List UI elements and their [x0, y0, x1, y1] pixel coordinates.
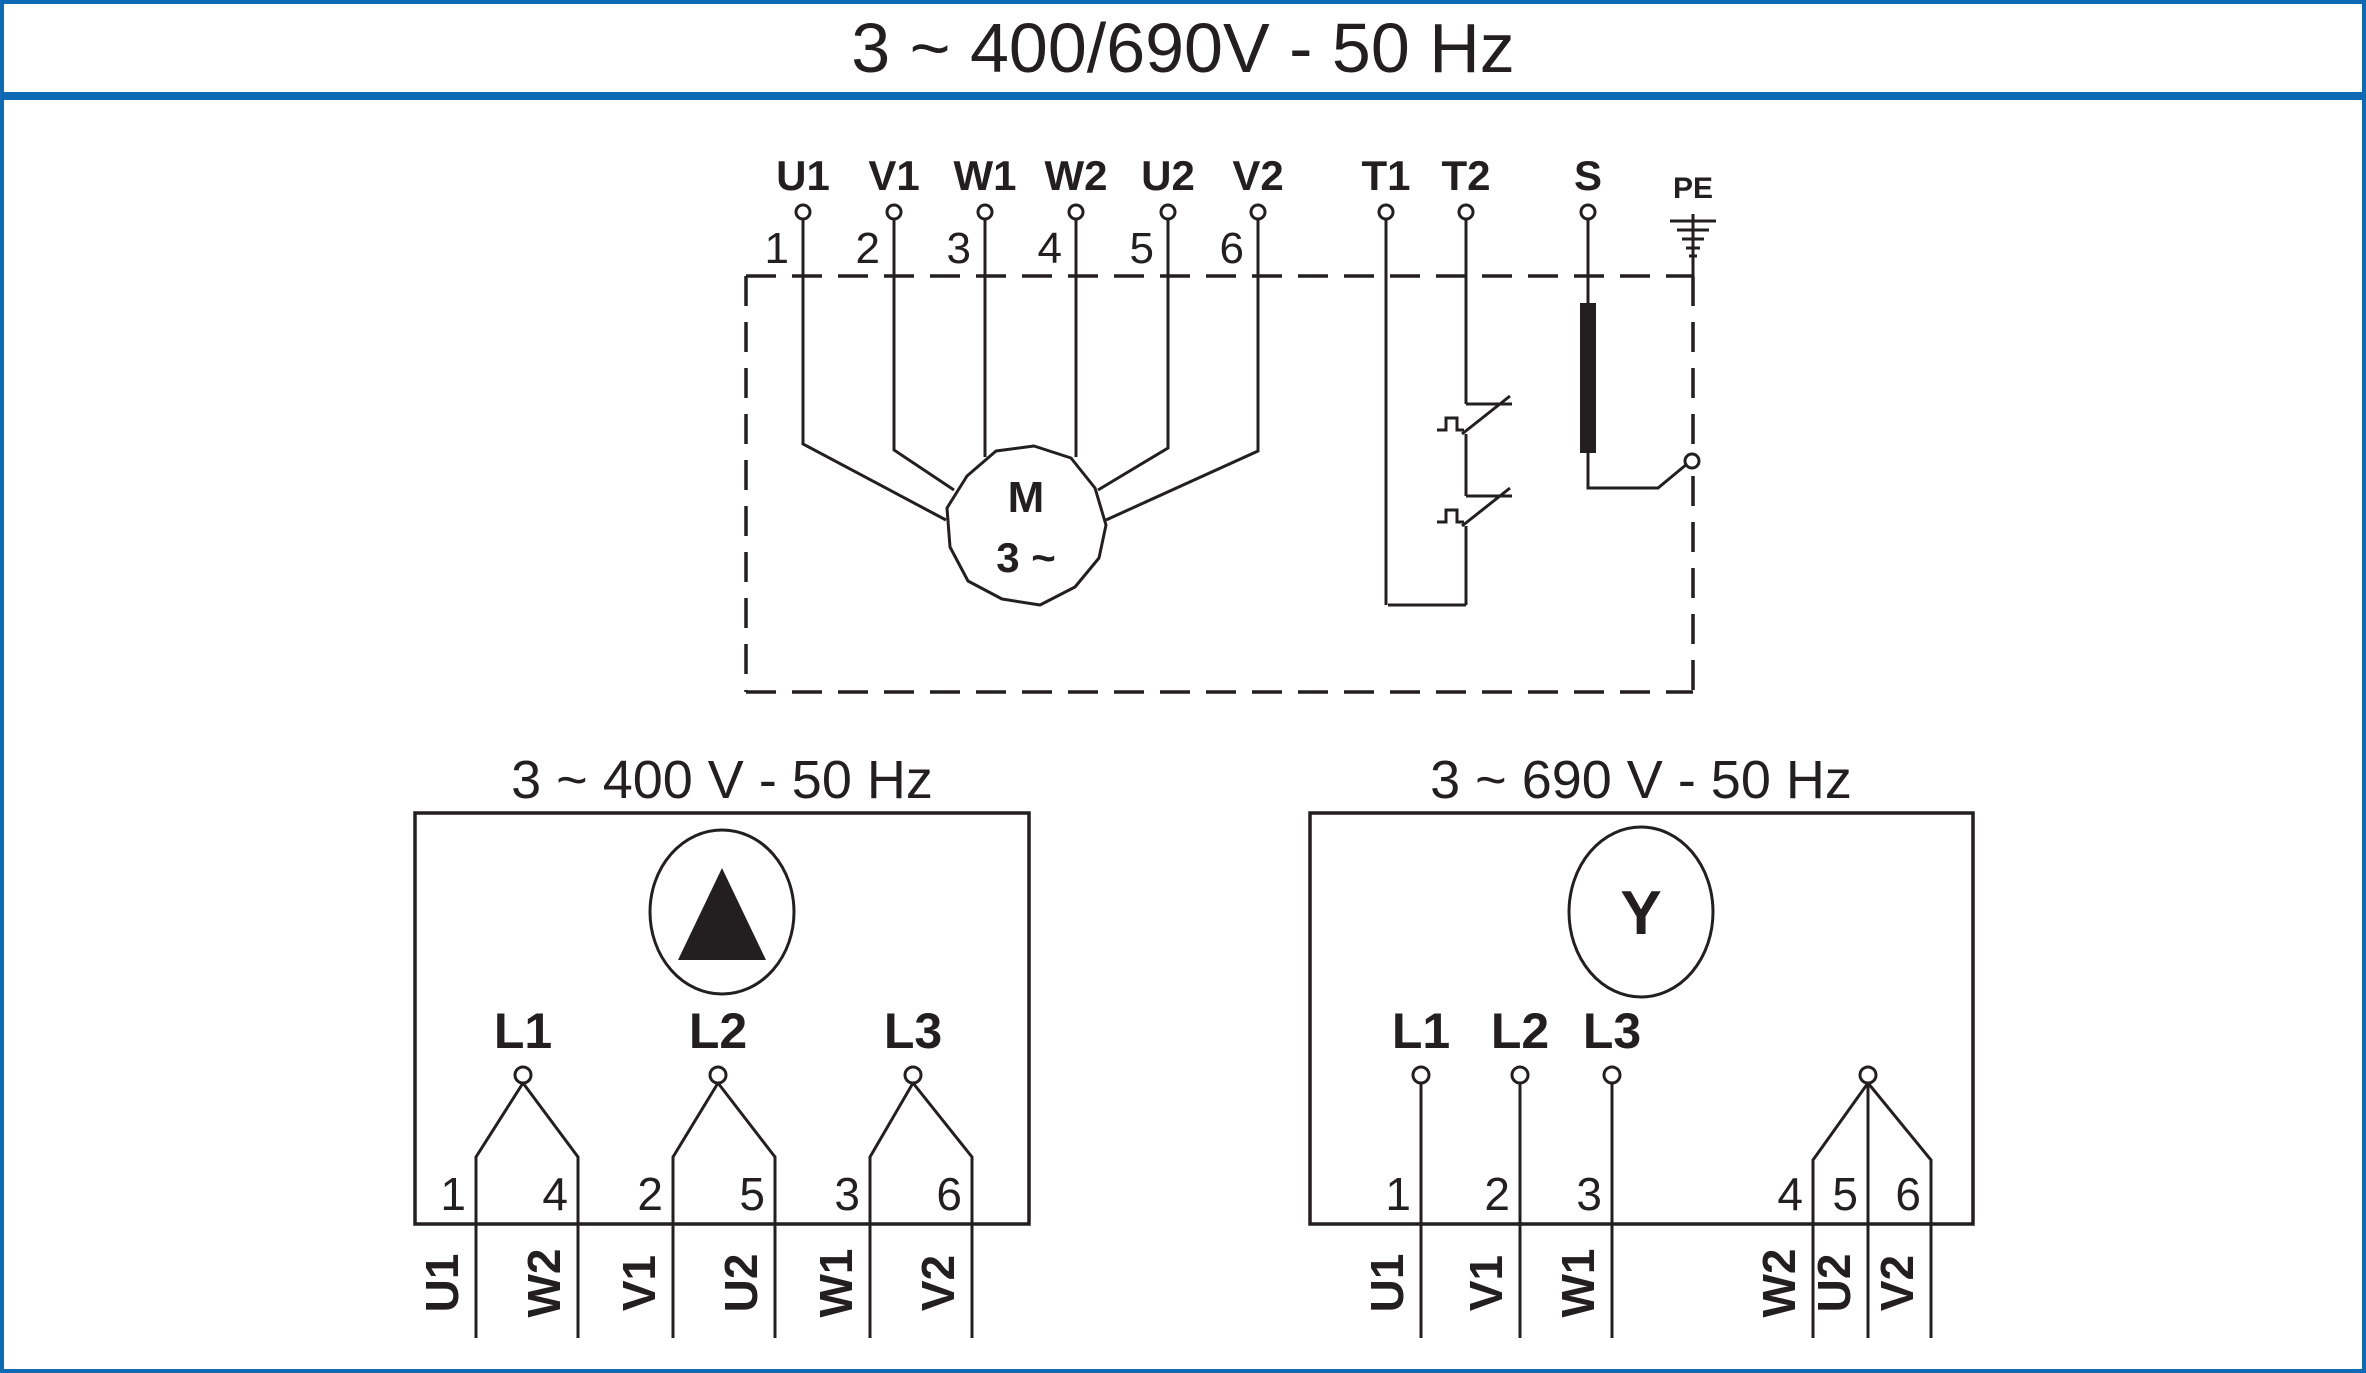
terminal-label-T2: T2: [1441, 152, 1491, 199]
contact2-thermal-actuator: [1437, 510, 1464, 522]
terminal-circle-U1: [796, 205, 810, 219]
terminal-label-V2: V2: [1232, 152, 1284, 199]
delta-L3-terminal: [905, 1067, 921, 1083]
delta-L1-label: L1: [493, 1003, 553, 1059]
terminal-circle-S: [1581, 205, 1595, 219]
terminal-label-U2: U2: [1141, 152, 1195, 199]
star-pin-1: 1: [1385, 1168, 1411, 1220]
main-title: 3 ~ 400/690V - 50 Hz: [851, 9, 1515, 87]
star-pin-3: 3: [1576, 1168, 1602, 1220]
terminal-label-PE: PE: [1672, 172, 1714, 205]
star-title: 3 ~ 690 V - 50 Hz: [1430, 750, 1852, 810]
delta-connection-diagram: [415, 750, 1029, 1338]
terminal-label-U1: U1: [776, 152, 830, 199]
terminal-circle-T1: [1379, 205, 1393, 219]
delta-L3-label: L3: [883, 1003, 943, 1059]
delta-L1-terminal: [515, 1067, 531, 1083]
pe-ground-branch: [1670, 214, 1716, 276]
dashed-enclosure: [746, 276, 1693, 692]
delta-winding-U1: U1: [416, 1253, 468, 1313]
star-winding-W1: W1: [1552, 1248, 1604, 1318]
star-winding-U2: U2: [1808, 1253, 1860, 1313]
delta-pin-4: 4: [542, 1168, 568, 1220]
outer-border: [2, 2, 2364, 1371]
terminal-label-V1: V1: [868, 152, 920, 199]
main-connection-diagram: [746, 152, 1716, 692]
delta-wire-3: [870, 1083, 913, 1338]
motor-symbol: [947, 446, 1106, 605]
terminal-label-W2: W2: [1044, 152, 1108, 199]
star-winding-W2: W2: [1753, 1248, 1805, 1318]
terminal-circle-T2: [1459, 205, 1473, 219]
delta-pin-1: 1: [440, 1168, 466, 1220]
delta-pin-6: 6: [936, 1168, 962, 1220]
contact1-blade: [1462, 396, 1510, 434]
terminal-circle-W1: [978, 205, 992, 219]
star-L1-label: L1: [1391, 1003, 1451, 1059]
star-pin-5: 5: [1832, 1168, 1858, 1220]
pin-number-6: 6: [1219, 224, 1244, 273]
motor-circle: [947, 446, 1106, 605]
motor-letter: M: [1007, 473, 1045, 522]
contact2-blade: [1462, 488, 1510, 526]
delta-winding-V2: V2: [912, 1254, 964, 1312]
thermal-contact-icon: [1437, 396, 1512, 434]
sensor-branch: [1580, 219, 1699, 488]
star-L1-terminal: [1413, 1067, 1429, 1083]
star-L2-terminal: [1512, 1067, 1528, 1083]
delta-wire-2: [673, 1083, 718, 1338]
star-winding-V1: V1: [1460, 1254, 1512, 1312]
wire-V1: [894, 219, 954, 490]
star-pin-4: 4: [1777, 1168, 1803, 1220]
delta-winding-W2: W2: [518, 1248, 570, 1318]
star-connection-diagram: [1310, 750, 1973, 1338]
star-winding-V2: V2: [1871, 1254, 1923, 1312]
terminal-label-W1: W1: [953, 152, 1017, 199]
delta-L2-terminal: [710, 1067, 726, 1083]
delta-pin-5: 5: [739, 1168, 765, 1220]
contact1-thermal-actuator: [1437, 418, 1464, 430]
pin-number-4: 4: [1037, 224, 1062, 273]
terminal-circle-U2: [1161, 205, 1175, 219]
star-symbol: [1569, 827, 1713, 997]
delta-pin-2: 2: [637, 1168, 663, 1220]
switch-contact-icon: [1685, 454, 1699, 468]
terminal-circle-V2: [1251, 205, 1265, 219]
delta-triangle-icon: [678, 868, 766, 960]
star-point-terminal: [1860, 1067, 1876, 1083]
delta-wire-1: [476, 1083, 523, 1338]
star-pin-6: 6: [1895, 1168, 1921, 1220]
delta-winding-U2: U2: [715, 1253, 767, 1313]
wire-S-to-switch: [1588, 453, 1687, 488]
terminal-circle-W2: [1069, 205, 1083, 219]
delta-title: 3 ~ 400 V - 50 Hz: [511, 750, 933, 810]
terminal-label-S: S: [1573, 152, 1603, 199]
star-L2-label: L2: [1490, 1003, 1550, 1059]
terminal-label-T1: T1: [1361, 152, 1411, 199]
delta-L2-label: L2: [688, 1003, 748, 1059]
delta-winding-W1: W1: [810, 1248, 862, 1318]
sensor-bar-icon: [1580, 303, 1596, 453]
delta-winding-V1: V1: [613, 1254, 665, 1312]
terminal-circle-V1: [887, 205, 901, 219]
star-L3-terminal: [1604, 1067, 1620, 1083]
star-L3-label: L3: [1582, 1003, 1642, 1059]
pin-number-2: 2: [855, 224, 880, 273]
delta-symbol: [650, 830, 794, 994]
pin-number-1: 1: [764, 224, 789, 273]
pin-number-5: 5: [1129, 224, 1154, 273]
pin-number-3: 3: [946, 224, 971, 273]
delta-pin-3: 3: [834, 1168, 860, 1220]
star-winding-U1: U1: [1361, 1253, 1413, 1313]
star-y-symbol: Y: [1620, 879, 1662, 948]
star-pin-2: 2: [1484, 1168, 1510, 1220]
thermal-contact-icon: [1437, 488, 1512, 526]
motor-phase: 3 ~: [996, 534, 1056, 581]
